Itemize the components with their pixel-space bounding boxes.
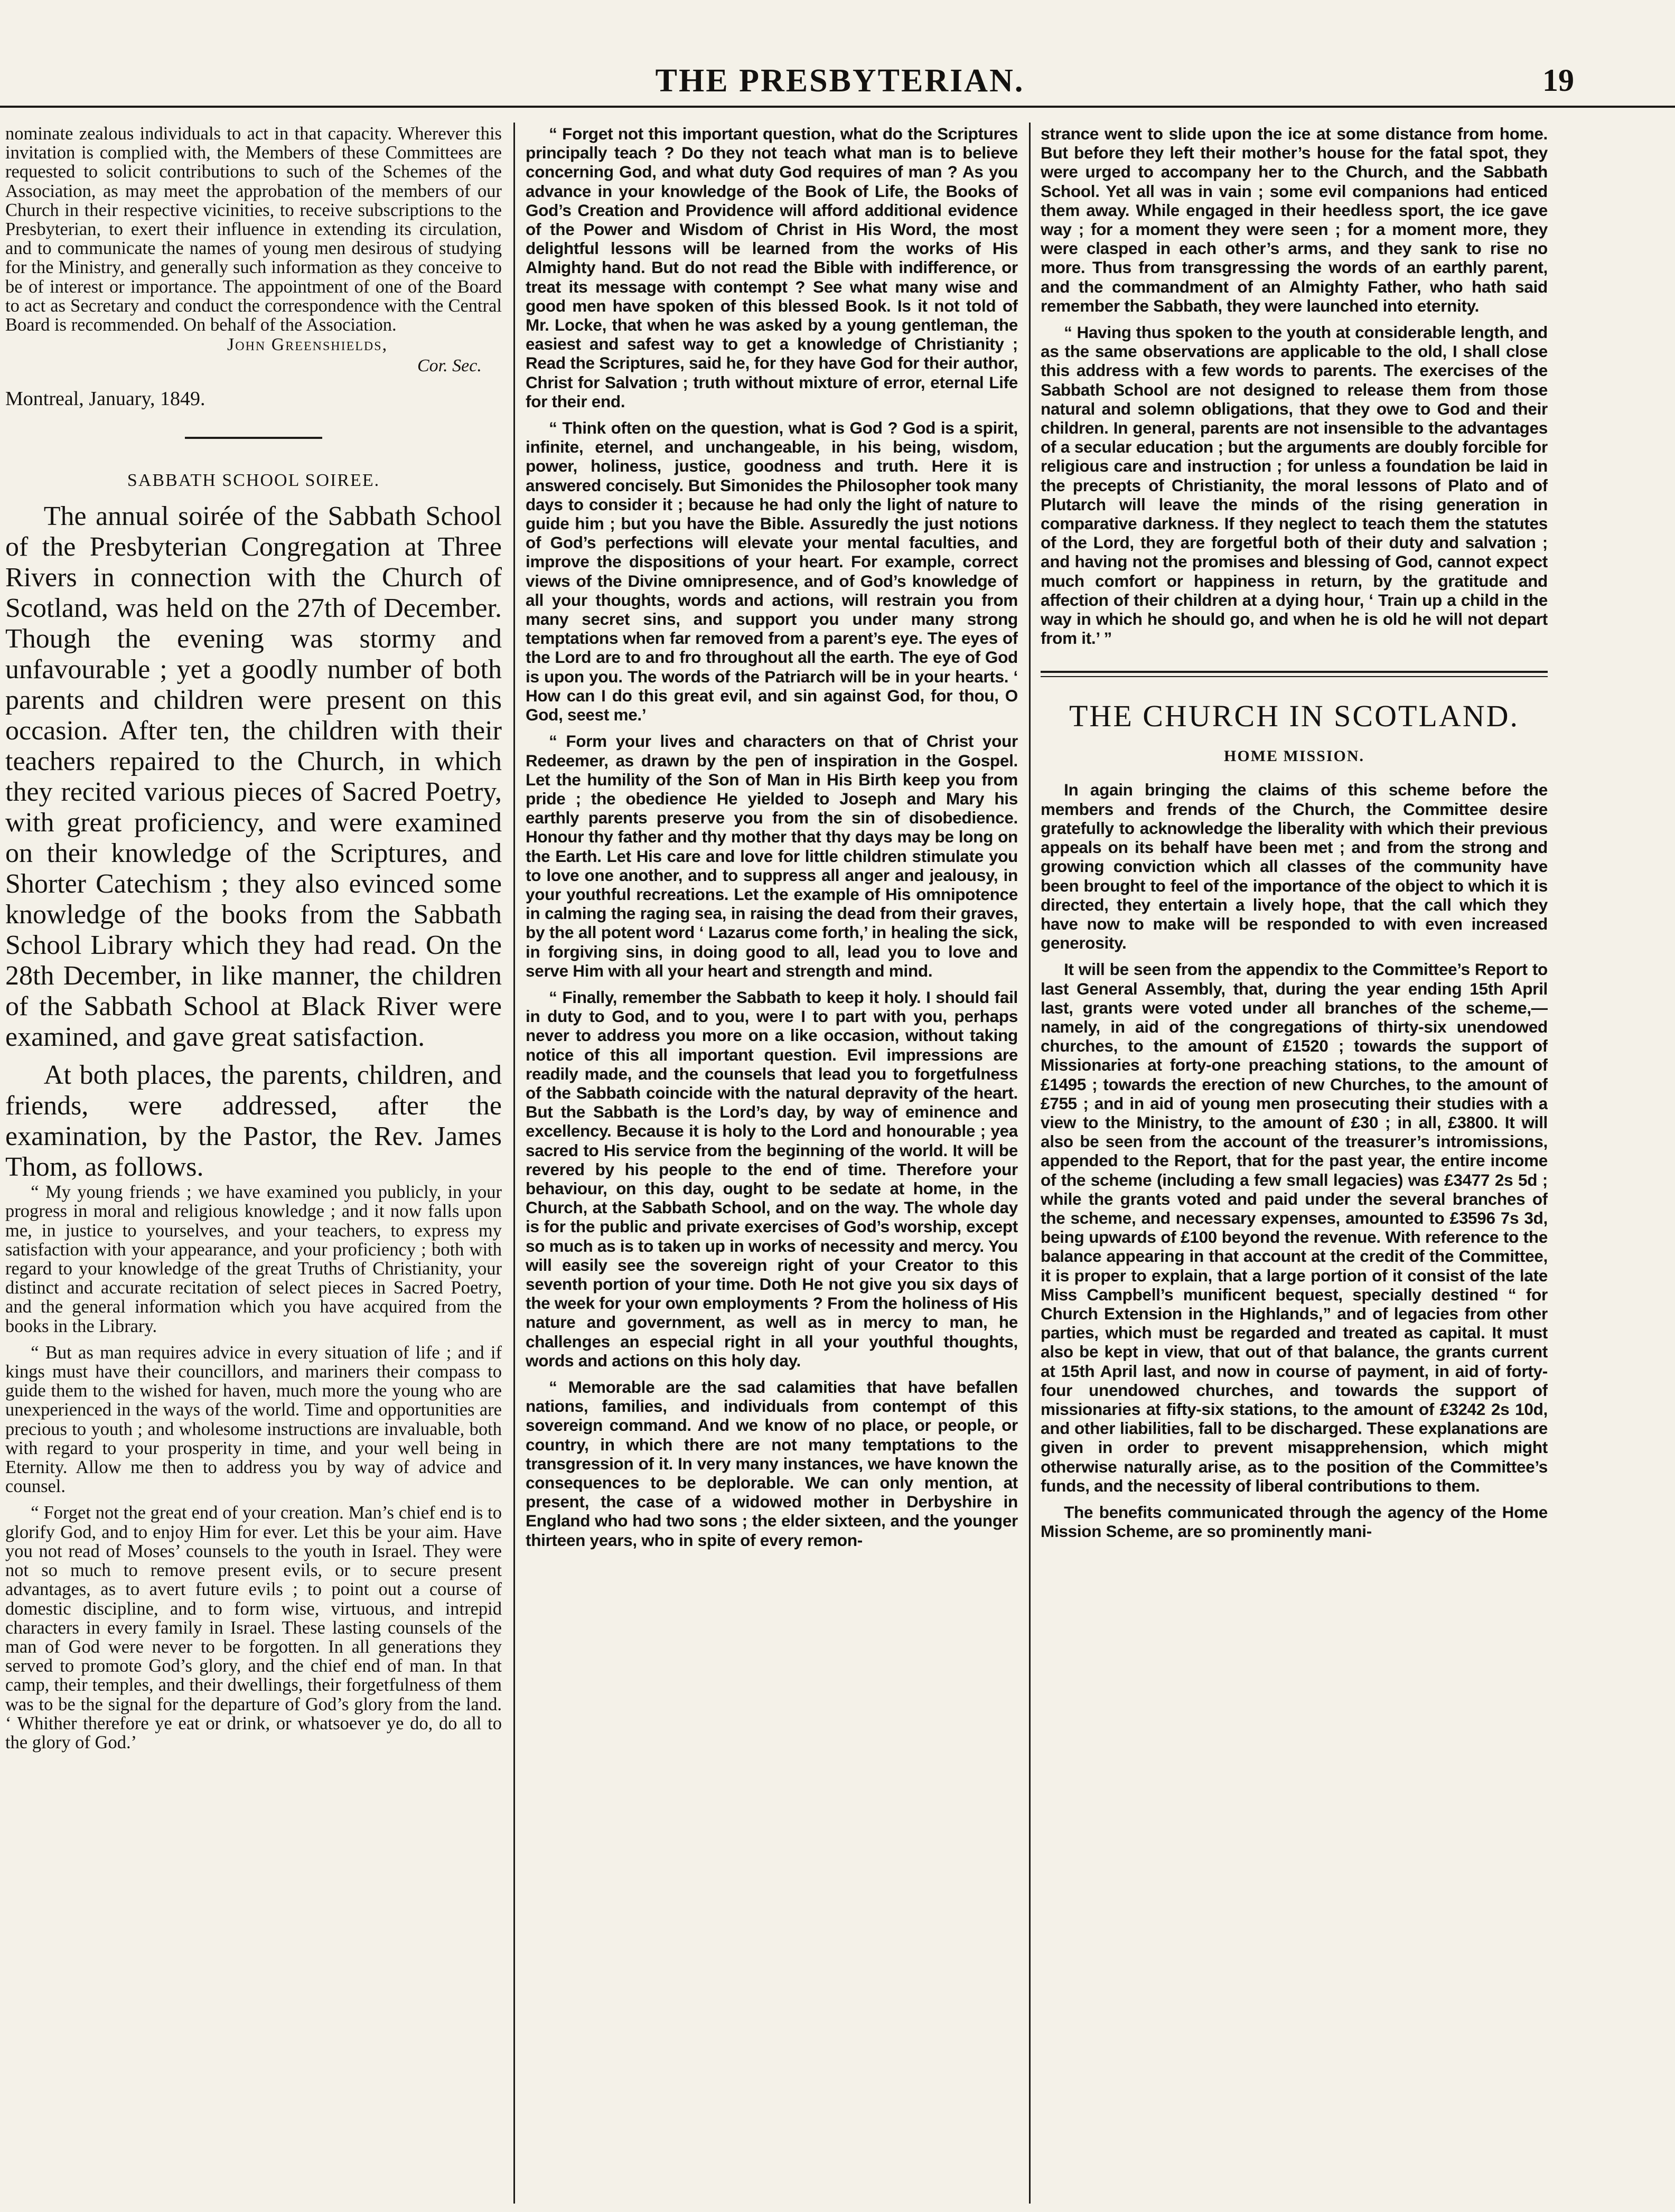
signature-role: Cor. Sec. [417, 356, 482, 376]
soiree-report [5, 501, 502, 1183]
signature-name: John Greenshields, [227, 335, 388, 355]
address-paragraph-10: “ Having thus spoken to the youth at considerable length, and as the same observations are applicable to the old, I shall close this address with a few words to parents. The exercises of the Sabbath School are not designed to release them from those natural and solemn obligations, that they owe to God and their children. In general, parents are not insensible to the advantages of a secular education ; but the arguments are doubly forcible for religious care and instruction ; for unless a foundation be laid in the precepts of Christianity, the moral lessons of Plato and of Plutarch will leave the minds of the rising generation in comparative darkness. If they neglect to teach them the statutes of the Lord, they are forgetful both of their duty and salvation ; and having not the promises and blessing of God, cannot expect much comfort or happiness in return, by the gratitude and affection of their children at a dying hour, ‘ Train up a child in the way in which he should go, and when he is old he will not depart from it.’ ” [1041, 323, 1548, 648]
column-3 [1041, 124, 1548, 2205]
address-paragraph-2: “ But as man requires advice in every situation of life ; and if kings must have their councillors, and mariners their compass to guide them to the wished for haven, much more the young who are unexperienced in the ways of the world. Time and opportunities are precious to youth ; and wholesome instructions are invaluable, both with regard to your prosperity in time, and your well being in Eternity. Allow me then to address you by way of advice and counsel. [5, 1342, 502, 1497]
signature [5, 334, 502, 377]
mission-paragraph-3: The benefits communicated through the agency of the Home Mission Scheme, are so prominently mani- [1041, 1503, 1548, 1541]
dateline: Montreal, January, 1849. [5, 388, 205, 410]
page-header [0, 0, 1675, 106]
address-paragraph-7: “ Finally, remember the Sabbath to keep it holy. I should fail in duty to God, and to you, were I to part with you, perhaps never to address you more on a like occasion, without taking notice of this all important question. Evil impressions are readily made, and the counsels that lead you to forgetfulness of the Sabbath coincide with the natural depravity of the heart. But the Sabbath is the Lord’s day, by way of eminence and excellency. Because it is holy to the Lord and honourable ; yea sacred to His service from the beginning of the world. It will be revered by his people to the end of time. Therefore your behaviour, on this day, ought to be sedate at home, in the Church, at the Sabbath School, and on the way. The whole day is for the public and private exercises of God’s worship, except so much as is to taken up in works of necessity and mercy. You will easily see the sovereign right of your Creator to this seventh portion of your time. Doth He not give you six days of the week for your own employments ? From the holiness of His nature and government, as well as in mercy to man, he challenges an especial right in all your youthful thoughts, words and actions on this holy day. [526, 987, 1018, 1370]
address-paragraph-5: “ Think often on the question, what is God ? God is a spirit, infinite, eternel, and unchangeable, in his being, wisdom, power, holiness, justice, goodness and truth. Here it is answered concisely. But Simonides the Philosopher took many days to consider it ; because he had only the light of nature to guide him ; but you have the Bible. Assuredly the just notions of God’s perfections will elevate your mental faculties, and improve the dispositions of your heart. For example, correct views of the Divine omnipresence, and of God’s knowledge of all your thoughts, words and actions, will restrain you from many secret sins, and support you under many strong temptations when far removed from a parent’s eye. The eyes of the Lord are to and fro throughout all the earth. The eye of God is upon you. The words of the Patriarch will be in your hearts. ‘ How can I do this great evil, and sin against God, for thou, O God, seest me.’ [526, 418, 1018, 725]
section-title-soiree: SABBATH SCHOOL SOIREE. [127, 471, 380, 491]
home-mission-subtitle: HOME MISSION. [1223, 747, 1365, 765]
church-in-scotland-title: THE CHURCH IN SCOTLAND. [1069, 699, 1519, 734]
column-rule-1 [513, 123, 515, 2204]
soiree-paragraph-1: The annual soirée of the Sabbath School of the Presbyterian Congregation at Three Rivers in connection with the Church of Scotland, was held on the 27th of December. Though the evening was stormy and unfavourable ; yet a goodly number of both parents and children were present on this occasion. After ten, the children with their teachers repaired to the Church, in which they recited various pieces of Sacred Poetry, with great proficiency, and were examined on their knowledge of the Scriptures, and Shorter Catechism ; they also evinced some knowledge of the books from the Sabbath School Library which they had read. On the 28th December, in like manner, the children of the Sabbath School at Black River were examined, and gave great satisfaction. [5, 501, 502, 1053]
masthead-title: THE PRESBYTERIAN. [655, 63, 1025, 99]
address-paragraph-1: “ My young friends ; we have examined you publicly, in your progress in moral and religious knowledge ; and it now falls upon me, in justice to yourselves, and your teachers, to express my satisfaction with your appearance, and your proficiency ; both with regard to your knowledge of the great Truths of Christianity, your distinct and accurate recitation of select pieces in Sacred Poetry, and the general information which you have acquired from the books in the Library. [5, 1182, 502, 1336]
column-1 [5, 124, 502, 2205]
address-paragraph-8: “ Memorable are the sad calamities that have befallen nations, families, and individuals from contempt of this sovereign command. And we know of no place, or people, or country, in which there are not many temptations to the transgression of it. In very many instances, we have known the consequences to be deplorable. We can only mention, at present, the case of a widowed mother in Derbyshire in England who had two sons ; the elder sixteen, and the younger thirteen years, who in spite of every remon- [526, 1377, 1018, 1550]
soiree-paragraph-2: At both places, the parents, children, and friends, were addressed, after the examination, by the Pastor, the Rev. James Thom, as follows. [5, 1060, 502, 1183]
column-2 [526, 124, 1018, 2205]
mission-paragraph-1: In again bringing the claims of this scheme before the members and frends of the Church, the Committee desire gratefully to acknowledge the liberality with which their previous appeals on its behalf have been met ; and from the strong and growing conviction which all classes of the community have been brought to feel of the importance of the object to which it is directed, they entertain a lively hope, that the call which they have now to make will be responded to with even increased generosity. [1041, 780, 1548, 953]
page-number: 19 [1542, 63, 1574, 98]
mission-paragraph-2: It will be seen from the appendix to the Committee’s Report to last General Assembly, that, during the year ending 15th April last, grants were voted under all branches of the scheme,—namely, in aid of the congregations of thirty-six unendowed churches, to the amount of £1520 ; towards the support of Missionaries at forty-one preaching stations, to the amount of £1495 ; towards the erection of new Churches, to the amount of £755 ; and in aid of young men prosecuting their studies with a view to the Ministry, to the amount of £30 ; in all, £3800. It will also be seen from the account of the treasurer’s intromissions, appended to the Report, that for the past year, the entire income of the scheme (including a few small legacies) was £3477 2s 5d ; while the grants voted and paid under the several branches of the scheme, and necessary expenses, amounted to £3596 7s 3d, being upwards of £100 beyond the revenue. With reference to the balance appearing in that account at the credit of the Committee, it is proper to explain, that a large portion of it consist of the late Miss Campbell’s munificent bequest, specially destined “ for Church Extension in the Highlands,” and of legacies from other parties, which must be regarded and treated as capital. It must also be kept in view, that out of that balance, the grants current at 15th April last, and now in course of payment, in aid of forty-four unendowed churches, and towards the support of missionaries at fifty-six stations, to the amount of £3242 2s 10d, and other liabilities, fall to be discharged. These explanations are given in order to prevent misapprehension, which might otherwise naturally arise, as to the position of the Committee’s funds, and the necessity of liberal contributions to them. [1041, 960, 1548, 1495]
header-rule [0, 106, 1675, 108]
section-double-rule-bottom [1041, 676, 1548, 677]
section-divider [185, 437, 322, 439]
address-paragraph-9: strance went to slide upon the ice at some distance from home. But before they left their mother’s house for the fatal spot, they were urged to accompany her to the Church, and the Sabbath School. Yet all was in vain ; some evil companions had enticed them away. While engaged in their heedless sport, the ice gave way ; for a moment they were seen ; for a moment more, they were clasped in each other’s arms, and they sank to rise no more. Thus from transgressing the words of an earthly parent, and the commandment of an Almighty Father, who hath said remember the Sabbath, they were launched into eternity. [1041, 124, 1548, 315]
address-paragraph-3: “ Forget not the great end of your creation. Man’s chief end is to glorify God, and to enjoy Him for ever. Let this be your aim. Have you not read of Moses’ counsels to the youth in Israel. They were not so much to remove present evils, or to secure present advantages, as to avert future evils ; to point out a course of domestic discipline, and to form wise, virtuous, and intrepid characters in every family in Israel. These lasting counsels of the man of God were never to be forgotten. In all generations they served to promote God’s glory, and the chief end of man. In that camp, their temples, and their dwellings, their forgetfulness of them was to be the signal for the departure of God’s glory from the land. ‘ Whither therefore ye eat or drink, or whatsoever ye do, do all to the glory of God.’ [5, 1503, 502, 1752]
address-paragraph-6: “ Form your lives and characters on that of Christ your Redeemer, as drawn by the pen of inspiration in the Gospel. Let the humility of the Son of Man in His Birth keep you from pride ; the obedience He yielded to Joseph and Mary his earthly parents preserve you from the sin of disobedience. Honour thy father and thy mother that thy days may be long on the Earth. Let His care and love for little children stimulate you to love one another, and to suppress all anger and jealousy, in your youthful recreations. Let the example of His omnipotence in calming the raging sea, in raising the dead from their graves, by the all potent word ‘ Lazarus come forth,’ in healing the sick, in forgiving sins, in doing good to all, lead you to love and serve Him with all your heart and strength and mind. [526, 732, 1018, 980]
column-rule-2 [1029, 123, 1031, 2204]
section-double-rule-top [1041, 671, 1548, 673]
address-paragraph-4: “ Forget not this important question, what do the Scriptures principally teach ? Do they not teach what man is to believe concerning God, and what duty God requires of man ? As you advance in your knowledge of the Book of Life, the Books of God’s Creation and Providence will afford additional evidence of the Power and Wisdom of Christ in His Word, the most delightful lessons will be learned from the works of His Almighty hand. But do not read the Bible with indifference, or treat its message with contempt ? See what many wise and good men have spoken of this blessed Book. Is it not told of Mr. Locke, that when he was asked by a young gentleman, the easiest and safest way to get a knowledge of Christianity ; Read the Scriptures, said he, for they have God for their author, Christ for Salvation ; truth without mixture of error, eternal Life for their end. [526, 124, 1018, 411]
association-paragraph: nominate zealous individuals to act in that capacity. Wherever this invitation is complied with, the Members of these Committees are requested to solicit contributions to such of the Schemes of the Association, as may meet the approbation of the members of our Church in their respective vicinities, to receive subscriptions to the Presbyterian, to exert their influence in extending its circulation, and to communicate the names of young men desirous of studying for the Ministry, and generally such information as they conceive to be of interest or importance. The appointment of one of the Board to act as Secretary and conduct the correspondence with the Central Board is recommended. On behalf of the Association. [5, 124, 502, 335]
